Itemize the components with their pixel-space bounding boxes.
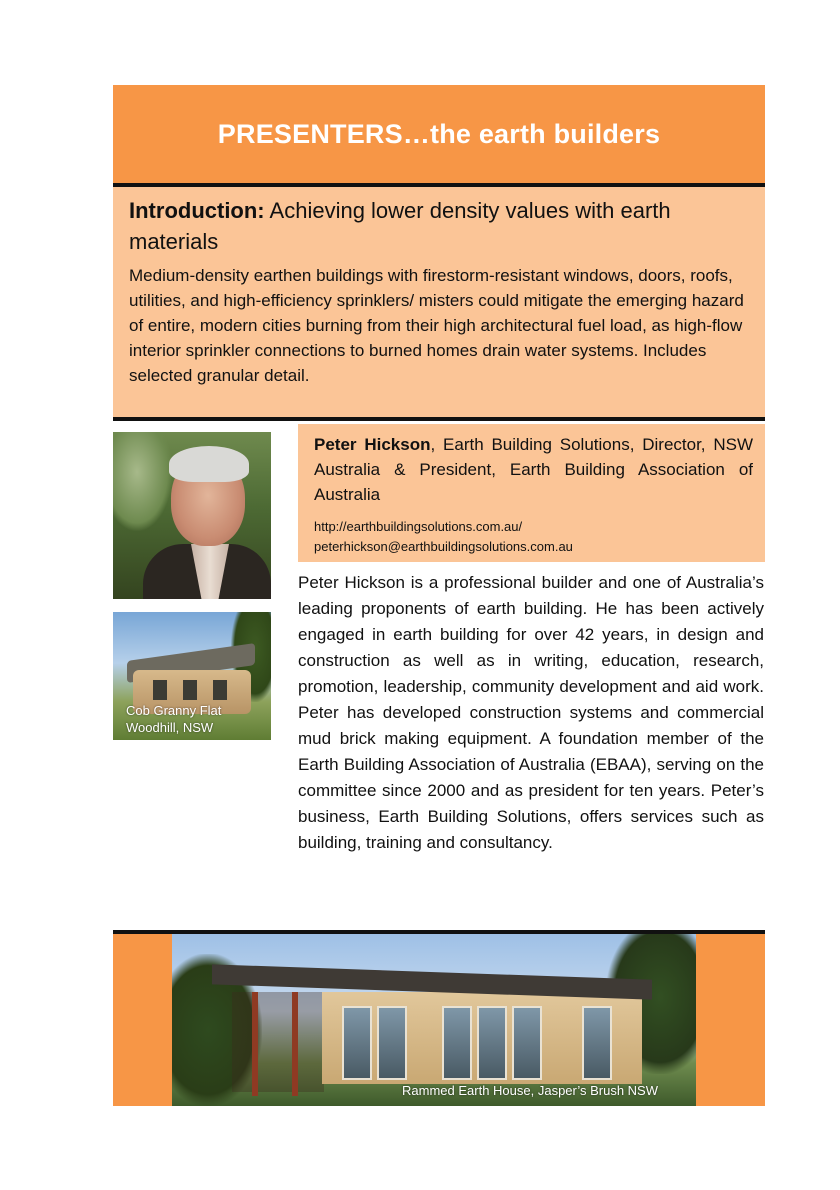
introduction-title: Achieving lower density values with earth materials <box>129 198 671 254</box>
cob-photo-caption <box>126 702 221 736</box>
presenter-info-box <box>298 424 765 562</box>
website-link[interactable]: http://earthbuildingsolutions.com.au/ <box>314 519 523 534</box>
cob-caption-line-2: Woodhill, NSW <box>126 720 214 735</box>
house-photo-window <box>442 1006 472 1080</box>
cob-photo-window <box>183 680 197 700</box>
house-photo-window <box>377 1006 407 1080</box>
presenter-portrait <box>113 432 271 599</box>
house-photo-caption: Rammed Earth House, Jasper’s Brush NSW <box>402 1083 659 1098</box>
portrait-hair <box>169 446 249 482</box>
house-photo-post <box>252 992 258 1096</box>
introduction-section <box>113 187 765 417</box>
house-photo-window <box>582 1006 612 1080</box>
portrait-background-tree <box>113 432 173 532</box>
presenter-biography: Peter Hickson is a professional builder and one of Australia’s leading proponents of earth building. He has been actively engaged in earth building for over 42 years, in design and construction as well as in writing, education, research, promotion, leadership, community development and aid work. Peter has developed construction systems and commercial mud brick making equipment. A foundation member of the Earth Building Association of Australia (EBAA), serving on the committee since 2000 and as president for ten years. Peter’s business, Earth Building Solutions, offers services such as building, training and consultancy. <box>298 573 764 852</box>
house-photo-post <box>292 992 298 1096</box>
introduction-body: Medium-density earthen buildings with firestorm-resistant windows, doors, roofs, utilities, and high-efficiency sprinklers/ misters could mitigate the emerging hazard of entire, modern cities burning from their high architectural fuel load, as high-flow interior sprinkler connections to burned homes drain water systems. Includes selected granular detail. <box>129 266 744 385</box>
email-link[interactable]: peterhickson@earthbuildingsolutions.com.au <box>314 539 573 554</box>
house-photo-window <box>342 1006 372 1080</box>
house-photo-window <box>477 1006 507 1080</box>
presenter-affiliation: , Earth Building Solutions, Director, NSW Australia & President, Earth Building Association of Australia <box>314 435 753 504</box>
house-photo-porch <box>232 992 324 1092</box>
cob-caption-line-1: Cob Granny Flat <box>126 703 222 718</box>
cob-photo-window <box>153 680 167 700</box>
introduction-label: Introduction: <box>129 198 265 223</box>
presenter-links <box>314 517 753 557</box>
rammed-earth-house-photo <box>172 934 696 1106</box>
presenter-heading <box>314 432 753 507</box>
cob-photo-window <box>213 680 227 700</box>
page-title: PRESENTERS…the earth builders <box>217 118 661 149</box>
introduction-heading <box>129 195 749 257</box>
house-photo-window <box>512 1006 542 1080</box>
divider-middle <box>113 417 765 421</box>
cob-granny-flat-photo <box>113 612 271 740</box>
presenter-name: Peter Hickson <box>314 435 431 454</box>
title-banner <box>113 85 765 183</box>
